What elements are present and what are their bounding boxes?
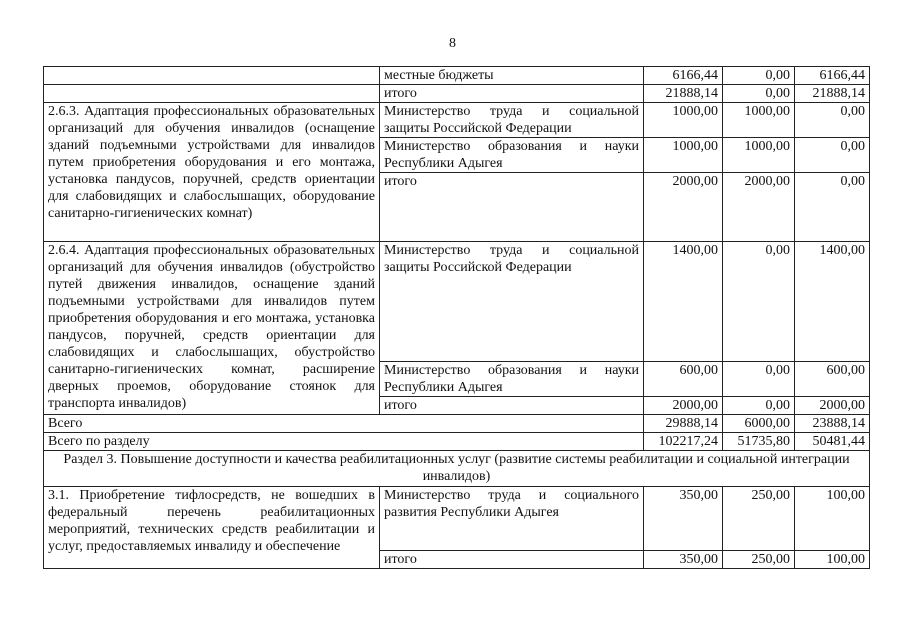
amount-col2: 0,00 [723,67,795,85]
amount-col2: 2000,00 [723,173,795,242]
amount-total: 1000,00 [644,138,723,173]
source-label: итого [380,85,644,103]
amount-col2: 51735,80 [723,433,795,451]
amount-col2: 250,00 [723,551,795,569]
table-row [44,67,870,85]
amount-total: 2000,00 [644,173,723,242]
source-label: Министерство труда и социальной защиты Российской Федерации [380,242,644,362]
source-label: Министерство образования и науки Республики Адыгея [380,138,644,173]
table-row [44,242,870,362]
amount-total: 350,00 [644,487,723,551]
amount-col3: 0,00 [795,138,870,173]
source-label: местные бюджеты [380,67,644,85]
amount-total: 600,00 [644,362,723,397]
amount-col3: 21888,14 [795,85,870,103]
table-row [44,487,870,551]
grand-total-label: Всего [44,415,644,433]
amount-col3: 6166,44 [795,67,870,85]
section-heading: Раздел 3. Повышение доступности и качества реабилитационных услуг (развитие системы реабилитации и социальной интеграции инвалидов) [44,451,870,487]
source-label: Министерство образования и науки Республики Адыгея [380,362,644,397]
source-label: итого [380,551,644,569]
amount-col3: 50481,44 [795,433,870,451]
amount-col3: 2000,00 [795,397,870,415]
amount-col3: 100,00 [795,487,870,551]
section-total-label: Всего по разделу [44,433,644,451]
table-row [44,433,870,451]
amount-col2: 0,00 [723,397,795,415]
amount-col2: 250,00 [723,487,795,551]
amount-col3: 100,00 [795,551,870,569]
amount-col3: 0,00 [795,103,870,138]
source-label: Министерство труда и социального развития Республики Адыгея [380,487,644,551]
table-row [44,103,870,138]
amount-total: 1400,00 [644,242,723,362]
amount-col2: 0,00 [723,362,795,397]
amount-total: 2000,00 [644,397,723,415]
empty-cell [44,85,380,103]
amount-col2: 1000,00 [723,103,795,138]
amount-col3: 23888,14 [795,415,870,433]
amount-col3: 0,00 [795,173,870,242]
source-label: Министерство труда и социальной защиты Российской Федерации [380,103,644,138]
measure-description: 3.1. Приобретение тифлосредств, не вошедших в федеральный перечень реабилитационных мероприятий, технических средств реабилитации и услуг, предоставляемых инвалиду и обеспечение [44,487,380,569]
table-row [44,451,870,487]
amount-total: 21888,14 [644,85,723,103]
amount-col3: 600,00 [795,362,870,397]
amount-total: 102217,24 [644,433,723,451]
source-label: итого [380,173,644,242]
measure-description: 2.6.4. Адаптация профессиональных образовательных организаций для обучения инвалидов (обустройство путей движения инвалидов, оснащение зданий подъемными устройствами для инвалидов путем приобретения оборудования и его монтажа, установка пандусов, поручней, средств ориентации для слабовидящих и слабослышащих, обустройство санитарно-гигиенических комнат, расширение дверных проемов, оборудование стоянок для транспорта инвалидов) [44,242,380,415]
page-number: 8 [449,36,456,51]
funding-table [43,66,870,569]
table-row [44,415,870,433]
source-label: итого [380,397,644,415]
measure-description: 2.6.3. Адаптация профессиональных образовательных организаций для обучения инвалидов (оснащение зданий подъемными устройствами для инвалидов путем приобретения оборудования и его монтажа, установка пандусов, поручней, средств ориентации для слабовидящих и слабослышащих, оборудование санитарно-гигиенических комнат) [44,103,380,242]
amount-total: 350,00 [644,551,723,569]
amount-total: 6166,44 [644,67,723,85]
amount-total: 1000,00 [644,103,723,138]
amount-col2: 0,00 [723,85,795,103]
amount-total: 29888,14 [644,415,723,433]
table-row [44,85,870,103]
amount-col2: 1000,00 [723,138,795,173]
amount-col2: 0,00 [723,242,795,362]
amount-col2: 6000,00 [723,415,795,433]
amount-col3: 1400,00 [795,242,870,362]
empty-cell [44,67,380,85]
